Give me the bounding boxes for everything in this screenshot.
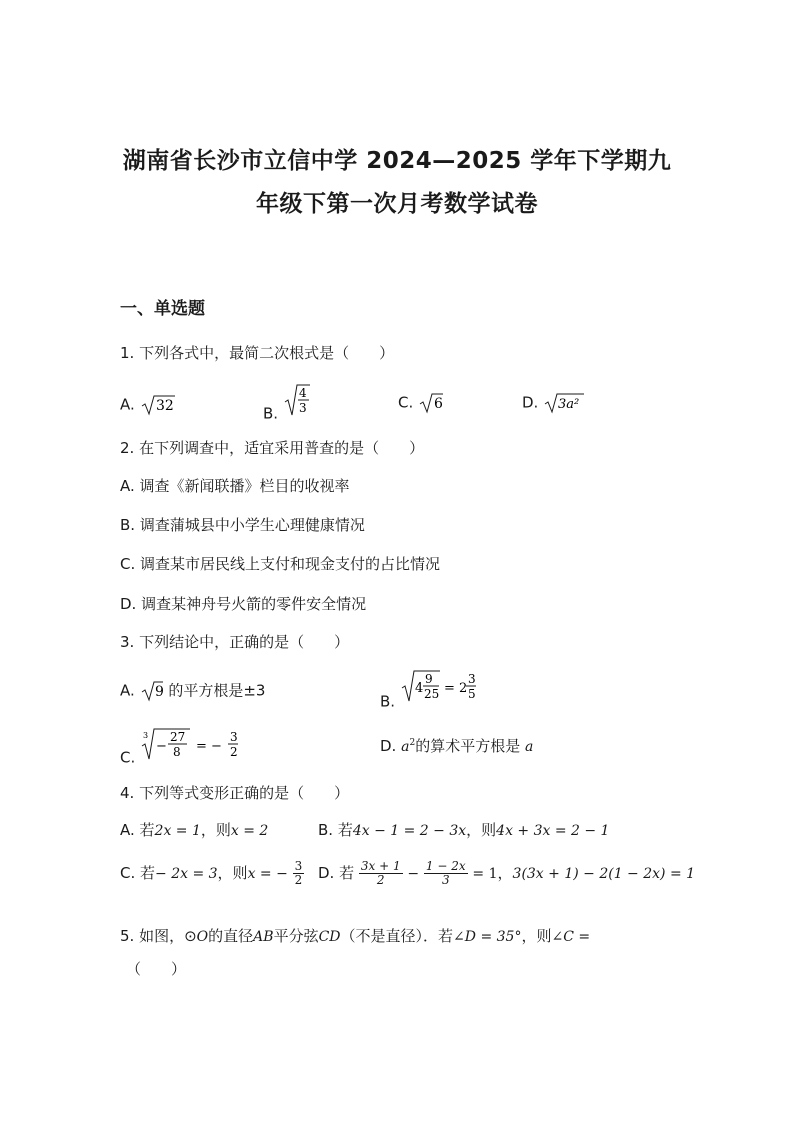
fraction: $\frac{3}{2}$ [294, 859, 303, 887]
connector-text: ，则 [466, 821, 497, 839]
exponent: 2 [409, 738, 416, 748]
fraction: $\frac{3x + 1}{2}$ [360, 859, 401, 887]
question-5-stem: 5. 如图，⊙O的直径AB平分弦CD（不是直径）．若∠D = 35°，则∠C = [120, 927, 591, 945]
fraction-numerator: 4 [298, 386, 307, 400]
option-label: B. [263, 404, 279, 423]
option-label: B. 若 [318, 821, 353, 839]
q2-option-c: C. 调查某市居民线上支付和现金支付的占比情况 [120, 555, 441, 573]
radicand: 3a² [558, 397, 580, 412]
rhs-denominator: 5 [467, 687, 476, 701]
sqrt-symbol [418, 391, 444, 415]
angle-expression: ∠C = [551, 929, 591, 945]
rhs-integer: = 2 [443, 681, 468, 696]
fraction-numerator: 27 [170, 730, 186, 744]
equation: x = − [247, 866, 288, 882]
math-variable: a [525, 739, 534, 755]
connector-text: ，则 [217, 864, 248, 882]
sqrt-symbol [283, 382, 311, 418]
q2-option-d: D. 调查某神舟号火箭的零件安全情况 [120, 595, 367, 613]
equation: x = 2 [230, 823, 269, 839]
svg-text:= −: = − [196, 739, 222, 754]
equation: 4x + 3x = 2 − 1 [496, 823, 610, 839]
section-heading: 一、单选题 [120, 299, 205, 319]
option-label: A. [120, 395, 135, 414]
q1-option-a [120, 393, 176, 417]
fraction-numerator: 9 [424, 672, 433, 686]
rhs-numerator: 3 [230, 730, 238, 744]
q3-option-c [120, 726, 250, 767]
option-label: A. [120, 681, 135, 700]
svg-text:−: − [156, 739, 167, 754]
q2-option-b: B. 调查蒲城县中小学生心理健康情况 [120, 516, 365, 534]
circle-dot-icon: ⊙ [184, 927, 197, 945]
equation: − 2x = 3 [155, 866, 218, 882]
question-2-stem: 2. 在下列调查中，适宜采用普查的是（ ） [120, 439, 425, 457]
q3-option-d [380, 735, 533, 756]
option-label: D. [522, 393, 539, 412]
math-variable: CD [318, 929, 341, 945]
option-text: 的算术平方根是 [415, 737, 521, 755]
question-4-stem: 4. 下列等式变形正确的是（ ） [120, 784, 350, 802]
option-text: 的平方根是±3 [168, 681, 266, 700]
option-label: C. [398, 393, 414, 412]
rhs-numerator: 3 [467, 672, 476, 686]
q4-option-c [120, 860, 304, 887]
q1-option-c [398, 391, 444, 415]
option-label: C. 若 [120, 864, 156, 882]
rhs-denominator: 2 [230, 745, 238, 759]
q4-option-a [120, 819, 268, 840]
q3-option-a [120, 679, 265, 703]
q1-option-b [263, 382, 311, 423]
q4-option-b [318, 819, 609, 840]
equation: 3(3x + 1) − 2(1 − 2x) = 1 [512, 866, 696, 882]
option-label: D. [380, 737, 397, 755]
sqrt-symbol [140, 679, 164, 703]
fraction-denominator: 3 [298, 401, 307, 415]
question-5-answer-blank: （ ） [126, 960, 187, 978]
math-variable: AB [253, 929, 274, 945]
question-1-stem: 1. 下列各式中，最简二次根式是（ ） [120, 344, 395, 362]
connector-text: ， [497, 864, 513, 882]
root-index: 3 [143, 731, 149, 740]
radicand: 6 [434, 396, 443, 412]
math-variable: a [401, 739, 410, 755]
exam-title-line2: 年级下第一次月考数学试卷 [256, 191, 538, 217]
mixed-integer: 4 [414, 681, 424, 696]
sqrt-symbol [140, 393, 176, 417]
question-3-stem: 3. 下列结论中，正确的是（ ） [120, 633, 350, 651]
option-label: C. [120, 748, 136, 767]
sqrt-symbol [543, 391, 585, 415]
fraction-denominator: 25 [423, 687, 440, 701]
equation: 2x = 1 [154, 823, 201, 839]
option-label: A. 若 [120, 821, 155, 839]
q3-option-b [380, 668, 500, 711]
fraction-denominator: 8 [173, 745, 181, 759]
sqrt-radical-expression [400, 668, 500, 704]
angle-expression: ∠D = 35° [453, 929, 522, 945]
option-label: D. 若 [318, 864, 355, 882]
q2-option-a: A. 调查《新闻联播》栏目的收视率 [120, 477, 350, 495]
q1-option-d [522, 391, 585, 415]
option-label: B. [380, 692, 396, 711]
equation: = 1 [472, 866, 498, 882]
exam-title-line1: 湖南省长沙市立信中学 2024—2025 学年下学期九 [122, 148, 672, 174]
radicand: 32 [155, 398, 174, 414]
cube-root-expression [140, 726, 250, 762]
q4-option-d: D. 若 $\frac{3x + 1}{2}$ − $\frac{1 - 2x}{3}$ = 1，3(3x + 1) − 2(1 − 2x) = 1 [318, 859, 696, 887]
radicand: 9 [154, 684, 164, 700]
math-variable: O [196, 929, 209, 945]
connector-text: ，则 [200, 821, 231, 839]
fraction: $\frac{1 - 2x}{3}$ [425, 859, 466, 887]
equation: 4x − 1 = 2 − 3x [352, 823, 467, 839]
